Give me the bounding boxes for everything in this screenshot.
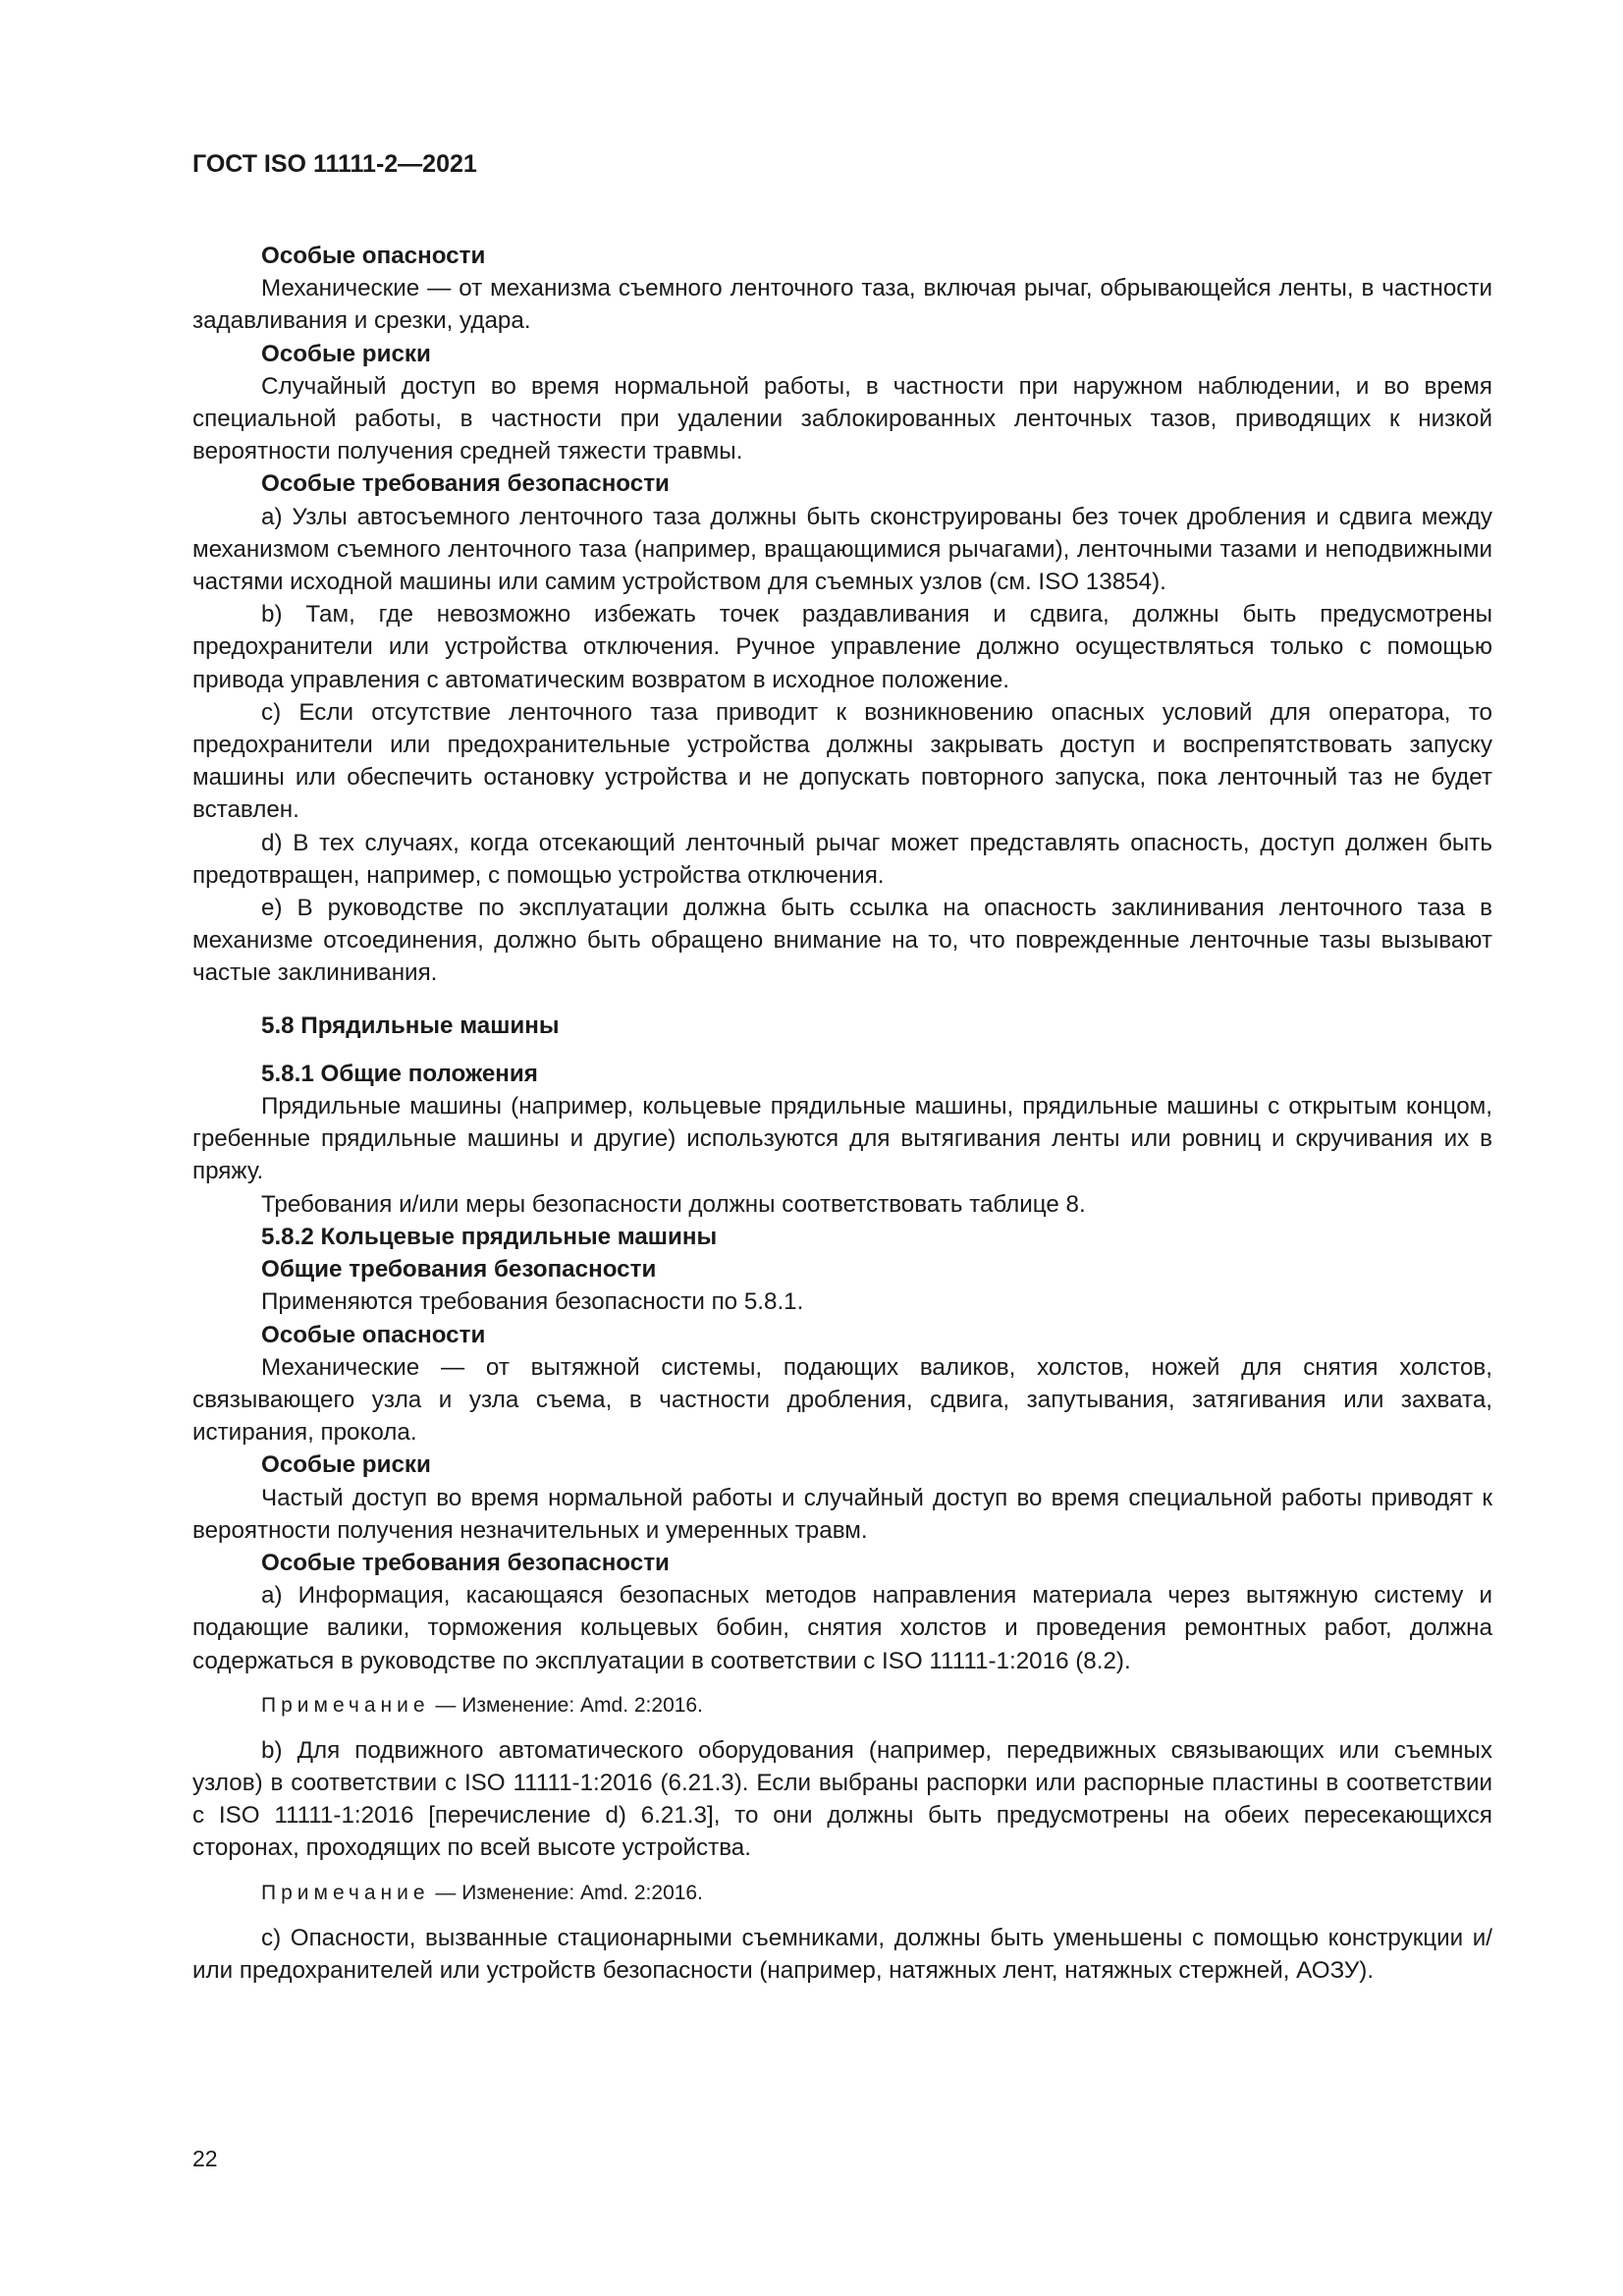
document-page (192, 147, 1492, 1987)
requirement-a-2: а) Информация, касающаяся безопасных методов направления материала через вытяжную систему и подающие валики, торможения кольцевых бобин, снятия холстов и проведения ремонтных работ, должна содержаться в руководстве по эксплуатации в соответствии с ISO 11111-1:2016 (8.2). (192, 1582, 1492, 1674)
paragraph-general-safety-requirements: Применяются требования безопасности по 5.8.1. (261, 1288, 804, 1316)
requirement-a: а) Узлы автосъемного ленточного таза должны быть сконструированы без точек дробления и сдвига между механизмом съемного ленточного таза (например, вращающимися рычагами), ленточными тазами и неподвижными частями исходной машины или самим устройством для съемных узлов (см. ISO 13854). (192, 503, 1492, 596)
heading-special-safety-requirements: Особые требования безопасности (261, 470, 670, 498)
heading-special-safety-requirements-2: Особые требования безопасности (261, 1549, 670, 1576)
paragraph-5-8-1-table-ref: Требования и/или меры безопасности должны соответствовать таблице 8. (261, 1190, 1086, 1218)
requirement-b: b) Там, где невозможно избежать точек раздавливания и сдвига, должны быть предусмотрены предохранители или устройства отключения. Ручное управление должно осуществляться только с помощью привода управления с автоматическим возвратом в исходное положение. (192, 601, 1493, 693)
note-label: Примечание (261, 1881, 430, 1904)
page-number: 22 (192, 2146, 218, 2171)
note-label: Примечание (261, 1693, 430, 1717)
paragraph-special-hazards-2: Механические — от вытяжной системы, подающих валиков, холстов, ножей для снятия холстов, связывающего узла и узла съема, в частности дробления, сдвига, запутывания, затягивания или захвата, истирания, прокола. (192, 1353, 1492, 1447)
requirement-e: е) В руководстве по эксплуатации должна быть ссылка на опасность заклинивания ленточного таза в механизме отсоединения, должно быть обращено внимание на то, что поврежденные ленточные тазы вызывают частые заклинивания. (192, 895, 1492, 987)
paragraph-special-hazards: Механические — от механизма съемного ленточного таза, включая рычаг, обрывающейся ленты, в частности задавливания и срезки, удара. (192, 275, 1492, 335)
paragraph-special-risks: Случайный доступ во время нормальной работы, в частности при наружном наблюдении, и во время специальной работы, в частности при удалении заблокированных ленточных тазов, приводящих к низкой вероятности получения средней тяжести травмы. (192, 372, 1492, 465)
heading-general-safety-requirements: Общие требования безопасности (261, 1256, 657, 1284)
heading-special-risks: Особые риски (261, 340, 431, 367)
heading-special-risks-2: Особые риски (261, 1451, 431, 1479)
note-text: — Изменение: Amd. 2:2016. (429, 1881, 703, 1904)
requirement-c: с) Если отсутствие ленточного таза приводит к возникновению опасных условий для оператора, то предохранители или предохранительные устройства должны закрывать доступ и воспрепятствовать запуску машины или обеспечить остановку устройства и не допускать повторного запуска, пока ленточный таз не будет вставлен. (192, 698, 1492, 824)
requirement-d: d) В тех случаях, когда отсекающий ленточный рычаг может представлять опасность, доступ должен быть предотвращен, например, с помощью устройства отключения. (192, 829, 1492, 889)
requirement-b-2: b) Для подвижного автоматического оборудования (например, передвижных связывающих или съемных узлов) в соответствии с ISO 11111-1:2016 (6.21.3). Если выбраны распорки или распорные пластины в соответствии с ISO 11111-1:2016 [перечисление d) 6.21.3], то они должны быть предусмотрены на обеих пересекающихся сторонах, проходящих по всей высоте устройства. (192, 1736, 1492, 1862)
requirement-c-2: с) Опасности, вызванные стационарными съемниками, должны быть уменьшены с помощью конструкции и/или предохранителей или устройств безопасности (например, натяжных лент, натяжных стержней, АОЗУ). (192, 1924, 1492, 1984)
section-title-5-8: 5.8 Прядильные машины (261, 1011, 560, 1039)
note-2 (192, 1879, 1492, 1908)
note-1 (192, 1691, 1492, 1721)
subsection-title-5-8-2: 5.8.2 Кольцевые прядильные машины (261, 1223, 718, 1250)
note-text: — Изменение: Amd. 2:2016. (429, 1693, 703, 1717)
document-code-header: ГОСТ ISO 11111-2—2021 (192, 150, 477, 178)
paragraph-5-8-1-intro: Прядильные машины (например, кольцевые прядильные машины, прядильные машины с открытым концом, гребенные прядильные машины и другие) используются для вытягивания ленты или ровниц и скручивания их в пряжу. (192, 1093, 1492, 1185)
subsection-title-5-8-1: 5.8.1 Общие положения (261, 1060, 538, 1087)
heading-special-hazards-2: Особые опасности (261, 1321, 486, 1348)
paragraph-special-risks-2: Частый доступ во время нормальной работы и случайный доступ во время специальной работы приводят к вероятности получения незначительных и умеренных травм. (192, 1484, 1492, 1544)
heading-special-hazards: Особые опасности (261, 243, 486, 269)
